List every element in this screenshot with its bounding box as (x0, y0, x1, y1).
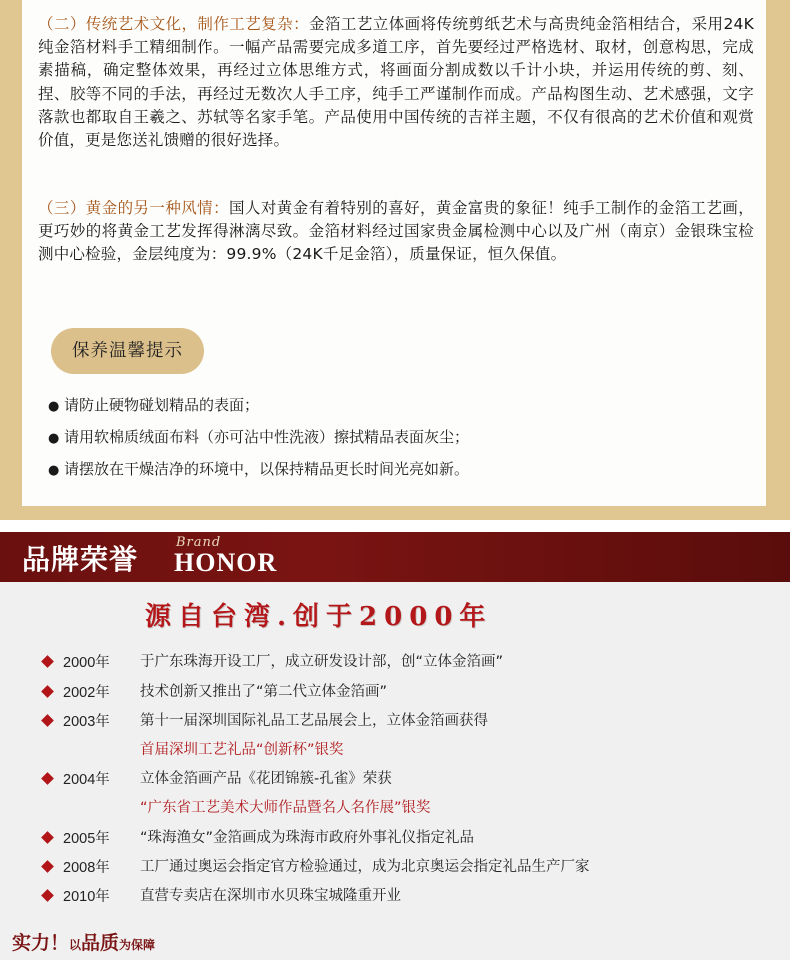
timeline-year: 2002年 (63, 685, 110, 701)
timeline-year: 2004年 (63, 772, 110, 788)
care-tip-text: 请用软棉质绒面布料（亦可沾中性洗液）擦拭精品表面灰尘； (64, 428, 470, 446)
bullet-icon: ● (48, 463, 60, 478)
brand-title-en-big: HONOR (174, 548, 278, 577)
quality-slogan (12, 928, 155, 955)
quality-slogan-part2: 以 (69, 938, 82, 952)
timeline-year: 2008年 (63, 860, 110, 876)
timeline-text: 工厂通过奥运会指定官方检验通过，成为北京奥运会指定礼品生产厂家 (140, 859, 590, 875)
care-tip-item (48, 390, 469, 422)
diamond-bullet-icon (41, 889, 54, 902)
diamond-bullet-icon (41, 714, 54, 727)
diamond-bullet-icon (41, 655, 54, 668)
timeline-row (0, 882, 790, 910)
care-tip-item (48, 454, 469, 486)
timeline-text: 第十一届深圳国际礼品工艺品展会上，立体金箔画获得 (140, 713, 488, 729)
timeline-text: 立体金箔画产品《花团锦簇-孔雀》荣获 (140, 771, 392, 787)
quality-slogan-part4: 为保障 (119, 938, 156, 952)
craft-paragraph-3-heading: （三）黄金的另一种风情： (38, 199, 229, 217)
timeline-text: 直营专卖店在深圳市水贝珠宝城隆重开业 (140, 888, 401, 904)
timeline-text: 技术创新又推出了“第二代立体金箔画” (140, 684, 388, 700)
timeline-year: 2003年 (63, 714, 110, 730)
quality-slogan-part3: 品质 (81, 932, 120, 954)
timeline-award: 首届深圳工艺礼品“创新杯”银奖 (140, 742, 344, 758)
timeline-award: “广东省工艺美术大师作品暨名人名作展”银奖 (140, 800, 431, 816)
care-tip-text: 请摆放在干燥洁净的环境中，以保持精品更长时间光亮如新。 (64, 460, 470, 478)
diamond-bullet-icon (41, 772, 54, 785)
craft-paragraph-2-body: 金箔工艺立体画将传统剪纸艺术与高贵纯金箔相结合，采用24K纯金箔材料手工精细制作。一幅产品需要完成多道工序，首先要经过严格选材、取材，创意构思，完成素描稿，确定整体效果，再经过立体思维方式，将画面分割成数以千计小块，并运用传统的剪、刻、捏、胶等不同的手法，再经过无数次人手工序，纯手工严谨制作而成。产品构图生动、艺术感强，文字落款也都取自王羲之、苏轼等名家手笔。产品使用中国传统的吉祥主题，不仅有很高的艺术价值和观赏价值，更是您送礼馈赠的很好选择。 (38, 15, 754, 150)
honor-slogan: 源自台湾.创于2000年 (145, 602, 493, 632)
quality-slogan-part1: 实力！ (12, 932, 70, 954)
brand-title-en-small: Brand (176, 535, 222, 550)
timeline-row (0, 648, 790, 676)
timeline-text: “珠海渔女”金箔画成为珠海市政府外事礼仪指定礼品 (140, 830, 475, 846)
timeline-year: 2000年 (63, 655, 110, 671)
care-tip-item (48, 422, 469, 454)
craft-paragraph-3-body: 国人对黄金有着特别的喜好，黄金富贵的象征！纯手工制作的金箔工艺画，更巧妙的将黄金工艺发挥得淋漓尽致。金箔材料经过国家贵金属检测中心以及广州（南京）金银珠宝检测中心检验，金层纯度为：99.9%（24K千足金箔），质量保证，恒久保值。 (38, 199, 755, 264)
craft-paragraph-2-heading: （二）传统艺术文化，制作工艺复杂： (38, 15, 310, 33)
brand-honor-banner (0, 532, 790, 582)
craft-paragraph-2 (38, 13, 754, 152)
diamond-bullet-icon (41, 685, 54, 698)
brand-title-cn: 品牌荣誉 (22, 543, 139, 576)
care-tips-badge: 保养温馨提示 (51, 328, 204, 374)
timeline-row (0, 678, 790, 706)
timeline-row (0, 707, 790, 758)
diamond-bullet-icon (41, 831, 54, 844)
bullet-icon: ● (48, 431, 60, 446)
timeline-text: 于广东珠海开设工厂，成立研发设计部，创“立体金箔画” (140, 654, 504, 670)
craft-paragraph-3 (38, 197, 754, 267)
timeline-row (0, 765, 790, 816)
bullet-icon: ● (48, 399, 60, 414)
timeline-year: 2010年 (63, 889, 110, 905)
timeline-row (0, 824, 790, 852)
timeline-row (0, 853, 790, 881)
care-tips-list (48, 390, 469, 486)
care-tip-text: 请防止硬物碰划精品的表面； (64, 396, 260, 414)
timeline-year: 2005年 (63, 831, 110, 847)
diamond-bullet-icon (41, 860, 54, 873)
